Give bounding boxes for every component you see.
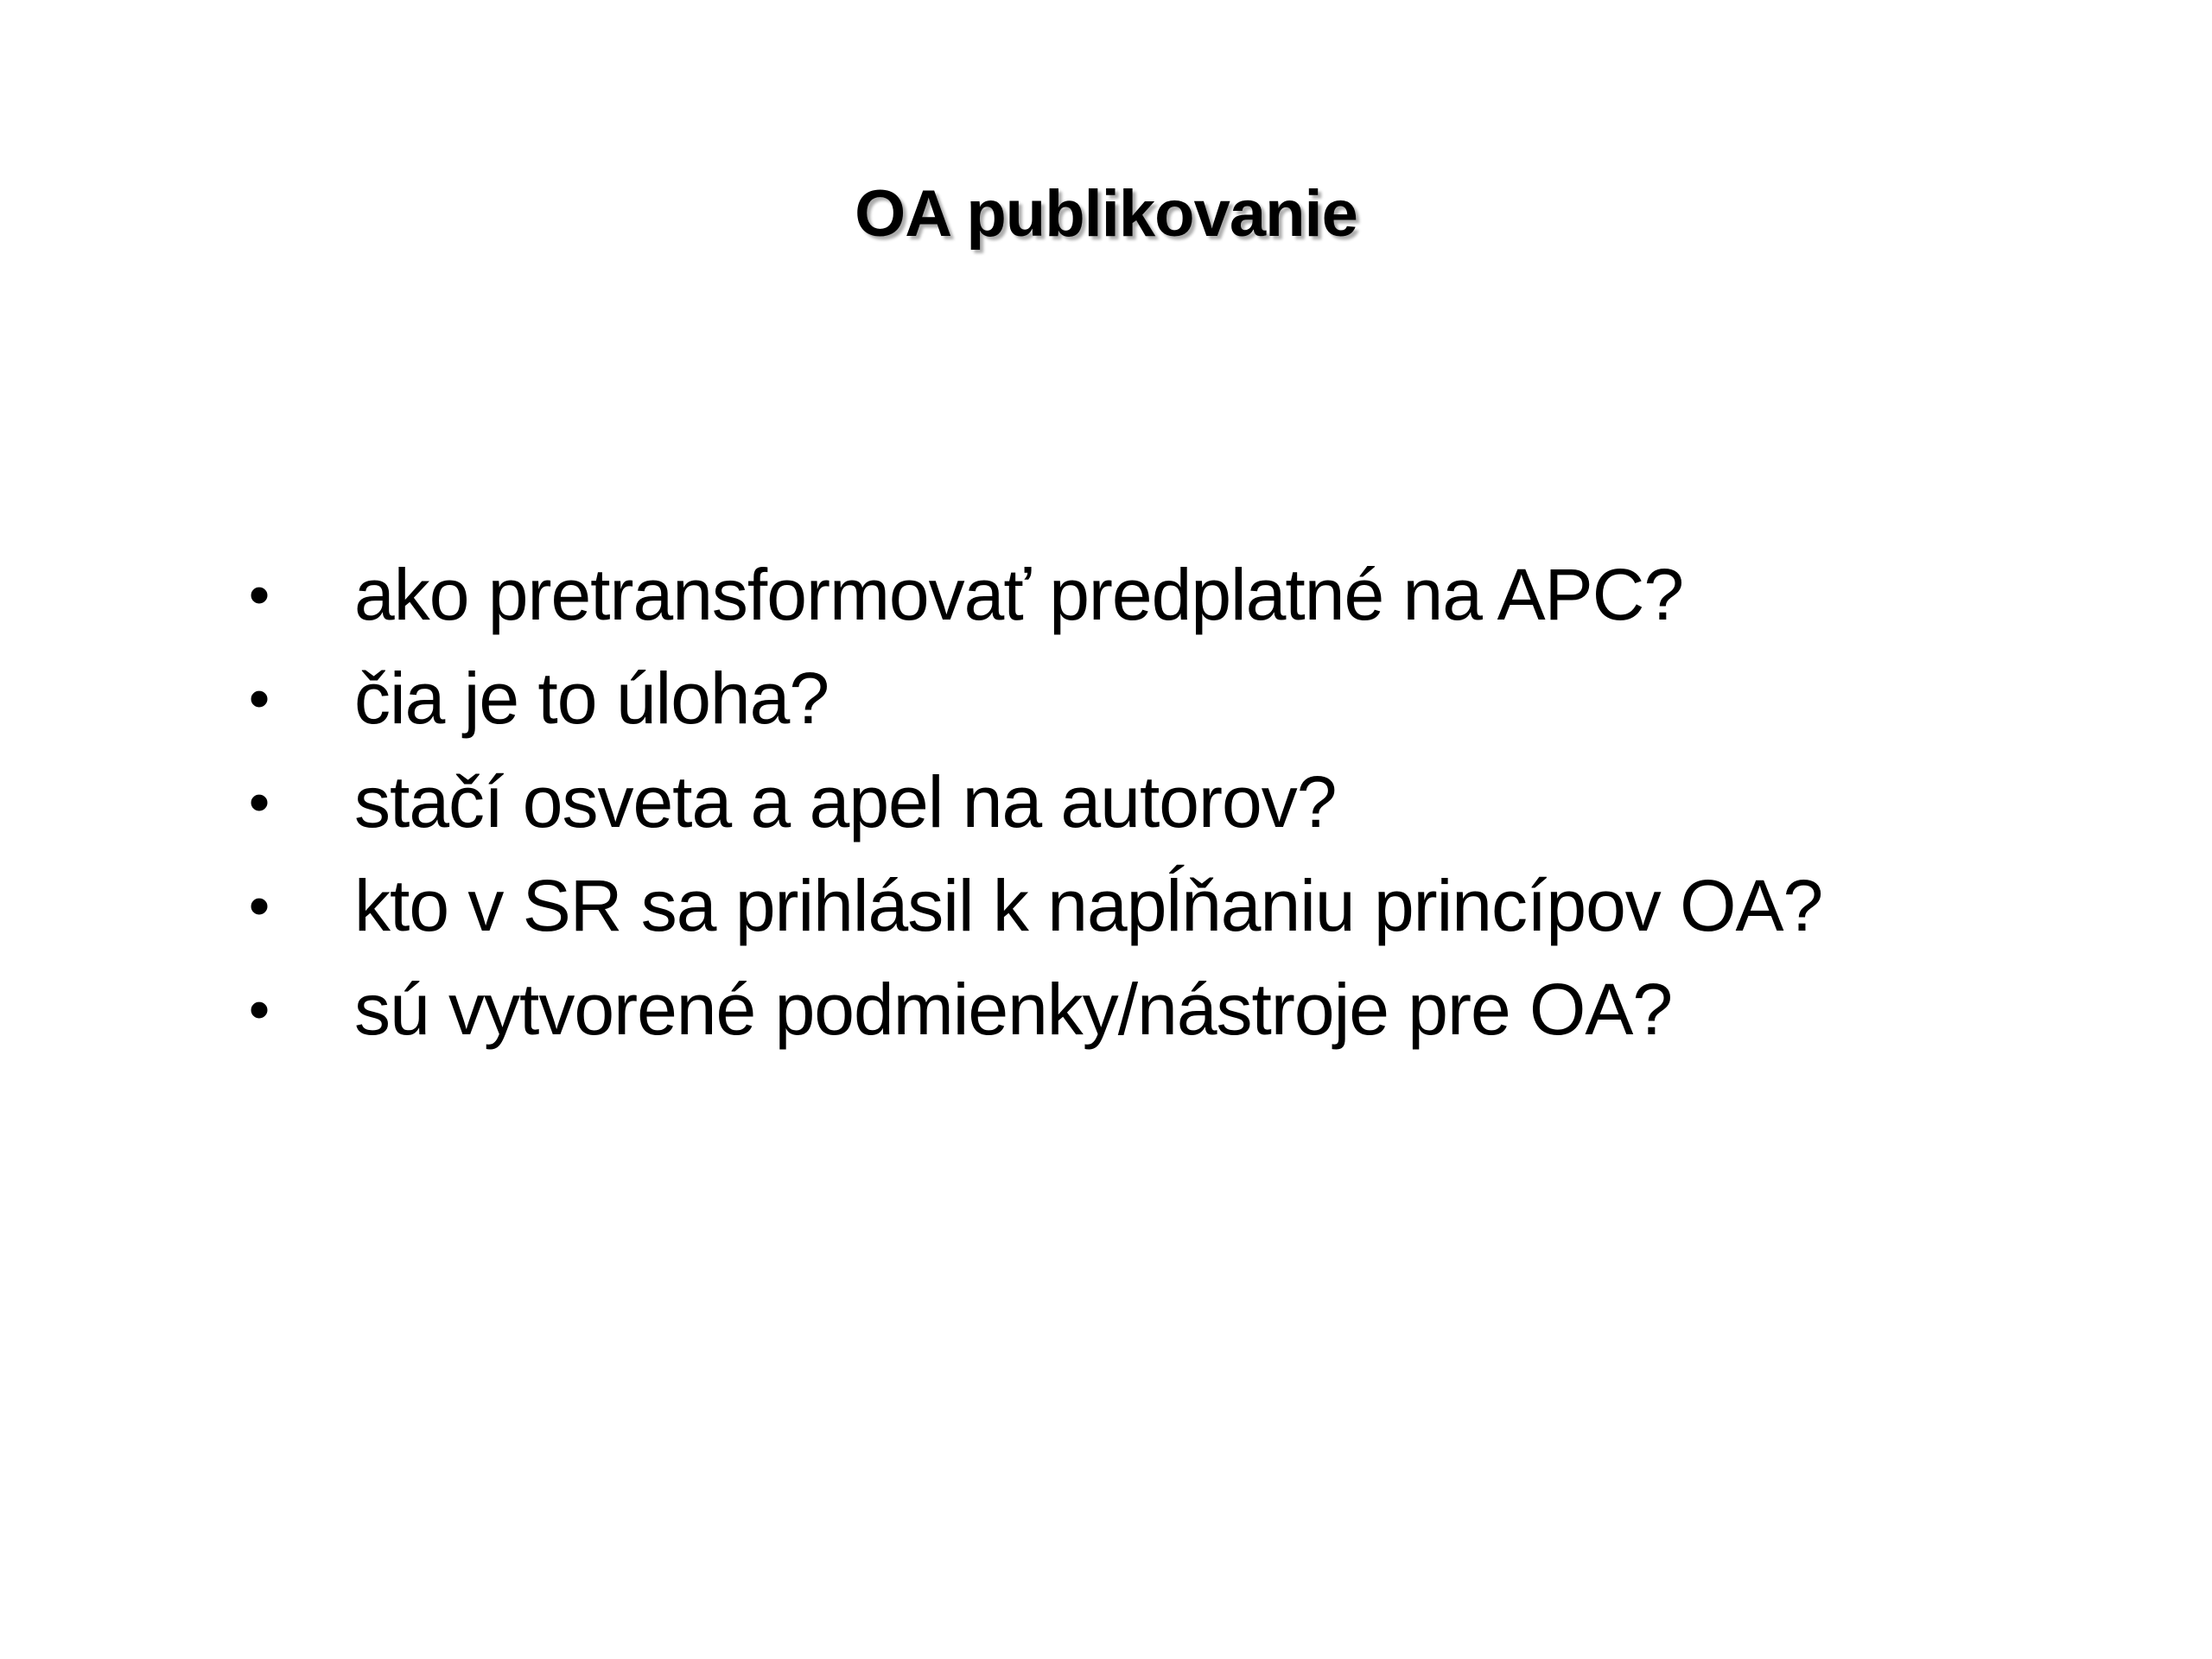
bullet-dot-icon: • xyxy=(248,872,270,939)
bullet-list xyxy=(233,543,2048,1061)
list-item xyxy=(233,750,2048,854)
list-item xyxy=(233,646,2048,750)
list-item xyxy=(233,854,2048,957)
bullet-text: čia je to úloha? xyxy=(354,658,830,739)
bullet-dot-icon: • xyxy=(248,664,270,732)
bullet-text: ako pretransformovať predplatné na APC? xyxy=(354,554,1684,635)
list-item xyxy=(233,957,2048,1061)
bullet-text: stačí osveta a apel na autorov? xyxy=(354,761,1337,842)
bullet-dot-icon: • xyxy=(248,561,270,628)
list-item xyxy=(233,543,2048,646)
bullet-text: sú vytvorené podmienky/nástroje pre OA? xyxy=(354,969,1673,1050)
bullet-text: kto v SR sa prihlásil k napĺňaniu princípov OA? xyxy=(354,865,1823,946)
bullet-dot-icon: • xyxy=(248,768,270,836)
slide-title: OA publikovanie xyxy=(855,177,1357,251)
bullet-dot-icon: • xyxy=(248,976,270,1043)
